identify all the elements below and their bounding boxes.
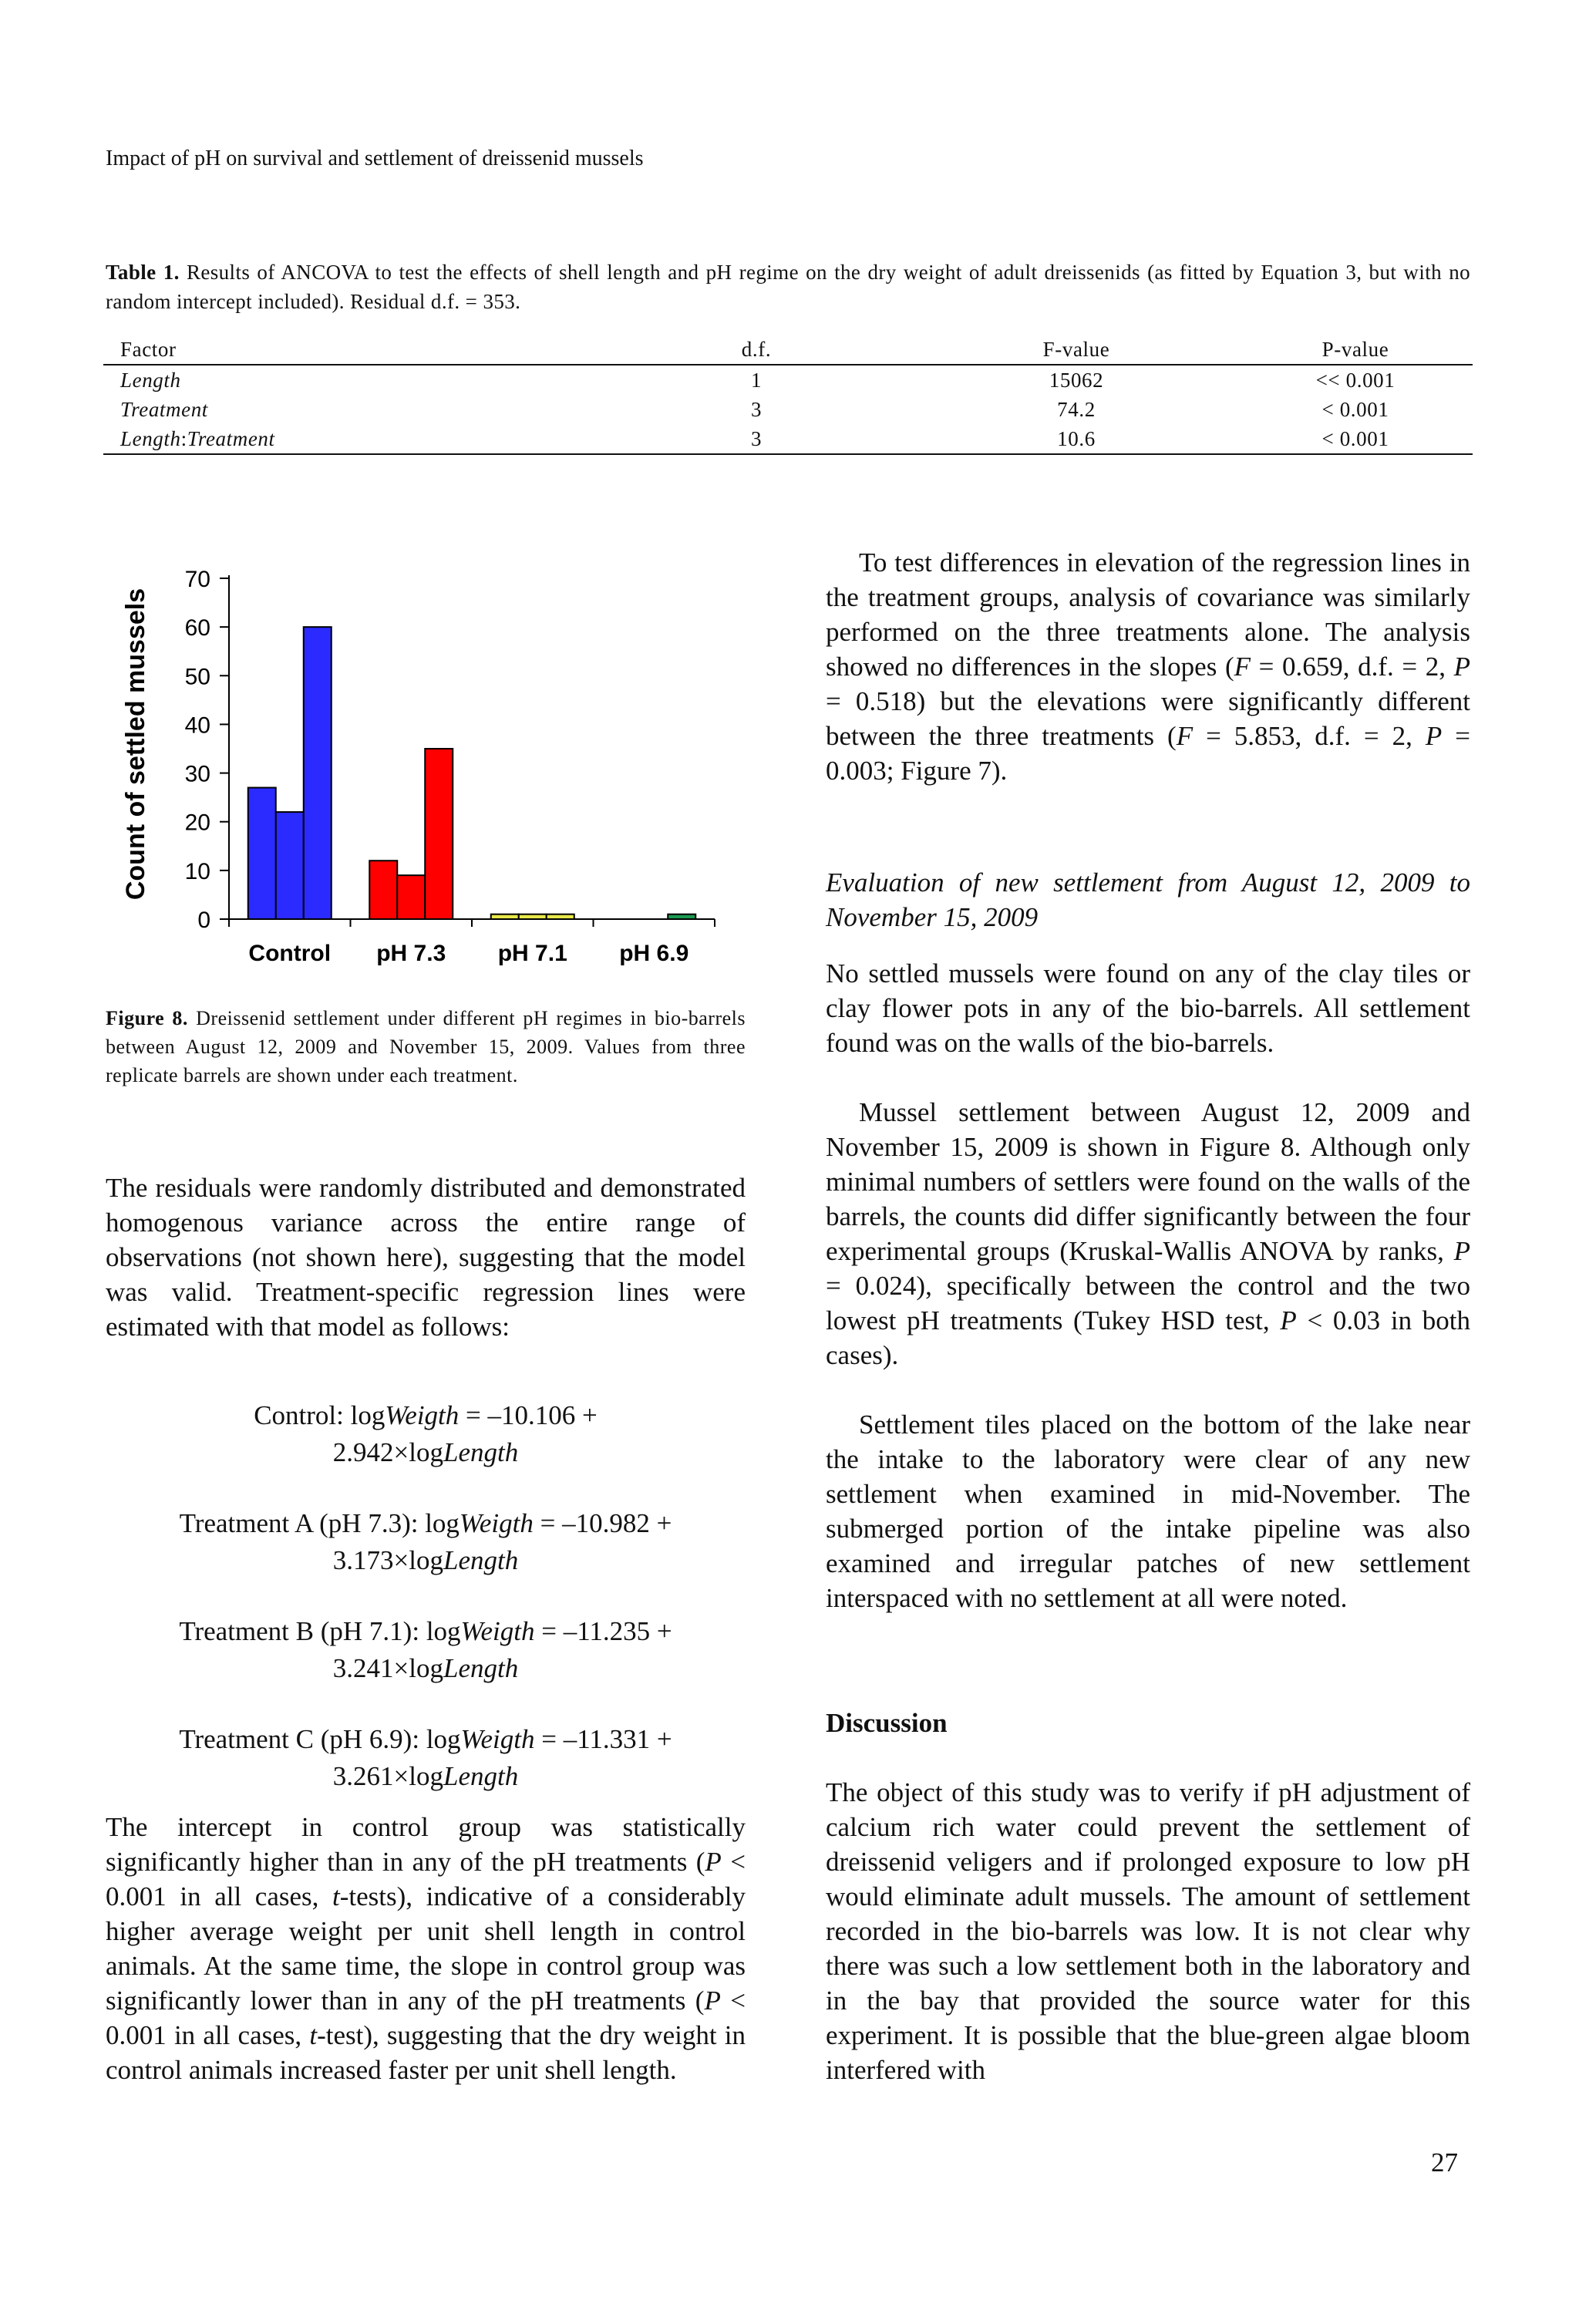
- y-tick-label: 0: [197, 908, 210, 933]
- table-row: [103, 395, 1473, 424]
- table-cell-fvalue: 15062: [1049, 368, 1104, 392]
- discussion-heading: Discussion: [826, 1708, 948, 1738]
- table-cell-pvalue: < 0.001: [1321, 397, 1389, 421]
- y-tick-label: 50: [184, 664, 210, 690]
- page-number: 27: [1431, 2147, 1458, 2177]
- table-header-fvalue: F-value: [914, 333, 1238, 365]
- table-cell-factor: Length: [120, 368, 181, 392]
- y-tick-label: 20: [184, 810, 210, 836]
- table-row: [103, 365, 1473, 395]
- x-tick-label: pH 7.3: [376, 941, 446, 966]
- table-header-df: d.f.: [598, 333, 914, 365]
- y-tick-label: 40: [184, 712, 210, 739]
- bar: [668, 914, 695, 919]
- table-caption-label: Table 1.: [106, 261, 180, 284]
- figure-caption: [106, 1004, 746, 1090]
- right-column-para5: The object of this study was to verify if pH adjustment of calcium rich water could prevent the settlement of dreissenid veligers and if prolonged exposure to low pH would eliminate adult mussels. The amount of settlement recorded in the bio-barrels was low. It is not clear why there was such a low settlement both in the laboratory and in the bay that provided the source water for this experiment. It is possible that the blue-green algae bloom interfered with: [826, 1777, 1470, 2085]
- table-caption: [106, 258, 1470, 316]
- table-cell-fvalue: 10.6: [914, 424, 1238, 454]
- bar: [248, 788, 276, 919]
- bar: [397, 875, 425, 919]
- bar: [276, 812, 304, 919]
- table-cell-fvalue: 74.2: [1057, 397, 1096, 421]
- table-cell-factor: Treatment: [120, 397, 208, 421]
- factor-part-a: Length: [120, 426, 181, 450]
- y-axis-title: Count of settled mussels: [121, 588, 150, 901]
- left-column-para1: The residuals were randomly distributed and demonstrated homogenous variance across the entire range of observations (not shown here), suggesting that the model was valid. Treatment-specific regression lines were estimated with that model as follows:: [106, 1173, 746, 1342]
- anova-table: [103, 333, 1473, 455]
- table-header-factor: Factor: [103, 333, 598, 365]
- left-column-para2: The intercept in control group was statistically significantly higher than in any of the pH treatments (P < 0.001 in all cases, t-tests), indicative of a considerably higher average weight per unit shell length in control animals. At the same time, the slope in control group was significantly lower than in any of the pH treatments (P < 0.001 in all cases, t-test), suggesting that the dry weight in control animals increased faster per unit shell length.: [106, 1812, 746, 2085]
- factor-separator: :: [180, 426, 187, 450]
- right-column-para3: Mussel settlement between August 12, 2009 and November 15, 2009 is shown in Figure 8. Although only minimal numbers of settlers were found on the walls of the barrels, the counts did differ significantly between the four experimental groups (Kruskal-Wallis ANOVA by ranks, P = 0.024), specifically between the control and the two lowest pH treatments (Tukey HSD test, P < 0.03 in both cases).: [826, 1097, 1470, 1370]
- right-column-para1: To test differences in elevation of the regression lines in the treatment groups, analysis of covariance was similarly performed on the three treatments alone. The analysis showed no differences in the slopes (F = 0.659, d.f. = 2, P = 0.518) but the elevations were significantly different between the three treatments (F = 5.853, d.f. = 2, P = 0.003; Figure 7).: [826, 547, 1470, 786]
- bar: [547, 914, 574, 919]
- table-header-row: [103, 333, 1473, 365]
- equation-treatment-c: Treatment C (pH 6.9): logWeigth = –11.331 + 3.261×logLength: [179, 1724, 672, 1791]
- factor-part-b: Treatment: [187, 426, 275, 450]
- bar: [425, 749, 453, 919]
- y-tick-label: 30: [184, 761, 210, 787]
- equation-control: Control: logWeigth = –10.106 + 2.942×logLength: [254, 1400, 598, 1467]
- table-cell-factor: [103, 424, 598, 454]
- table-cell-df: 3: [598, 424, 914, 454]
- x-tick-label: Control: [248, 941, 332, 966]
- table-cell-df: 1: [750, 368, 763, 392]
- table-cell-pvalue: << 0.001: [1315, 368, 1396, 392]
- right-column-para2: No settled mussels were found on any of the clay tiles or clay flower pots in any of the bio-barrels. All settlement found was on the walls of the bio-barrels.: [826, 958, 1470, 1058]
- running-head: Impact of pH on survival and settlement of dreissenid mussels: [106, 147, 644, 170]
- equation-treatment-b: Treatment B (pH 7.1): logWeigth = –11.235 + 3.241×logLength: [179, 1616, 672, 1683]
- figure-caption-label: Figure 8.: [106, 1007, 188, 1029]
- equation-treatment-a: Treatment A (pH 7.3): logWeigth = –10.982 + 3.173×logLength: [179, 1508, 672, 1575]
- table-row: [103, 424, 1473, 454]
- bar: [369, 861, 397, 919]
- y-tick-label: 70: [184, 567, 210, 592]
- bar: [491, 914, 519, 919]
- bar: [304, 627, 332, 919]
- y-tick-label: 10: [184, 858, 210, 884]
- table-caption-text: Results of ANCOVA to test the effects of shell length and pH regime on the dry weight of adult dreissenids (as fitted by Equation 3, but with no random intercept included). Residual d.f. = 353.: [106, 261, 1471, 313]
- y-tick-label: 60: [184, 615, 210, 642]
- bar: [519, 914, 547, 919]
- settlement-bar-chart: [106, 555, 746, 987]
- figure-caption-text: Dreissenid settlement under different pH regimes in bio-barrels between August 12, 2009 and November 15, 2009. Values from three replicate barrels are shown under each treatment.: [106, 1007, 746, 1086]
- x-tick-label: pH 6.9: [619, 941, 689, 966]
- x-tick-label: pH 7.1: [497, 941, 567, 966]
- table-cell-pvalue: < 0.001: [1238, 424, 1473, 454]
- plot-area: [185, 567, 715, 966]
- right-column-para4: Settlement tiles placed on the bottom of the lake near the intake to the laboratory were clear of any new settlement when examined in mid-November. The submerged portion of the intake pipeline was also examined and irregular patches of new settlement interspaced with no settlement at all were noted.: [826, 1410, 1470, 1613]
- table-cell-df: 3: [750, 397, 763, 421]
- section-subheading: Evaluation of new settlement from August 12, 2009 to November 15, 2009: [826, 867, 1470, 932]
- table-header-pvalue: P-value: [1238, 333, 1473, 365]
